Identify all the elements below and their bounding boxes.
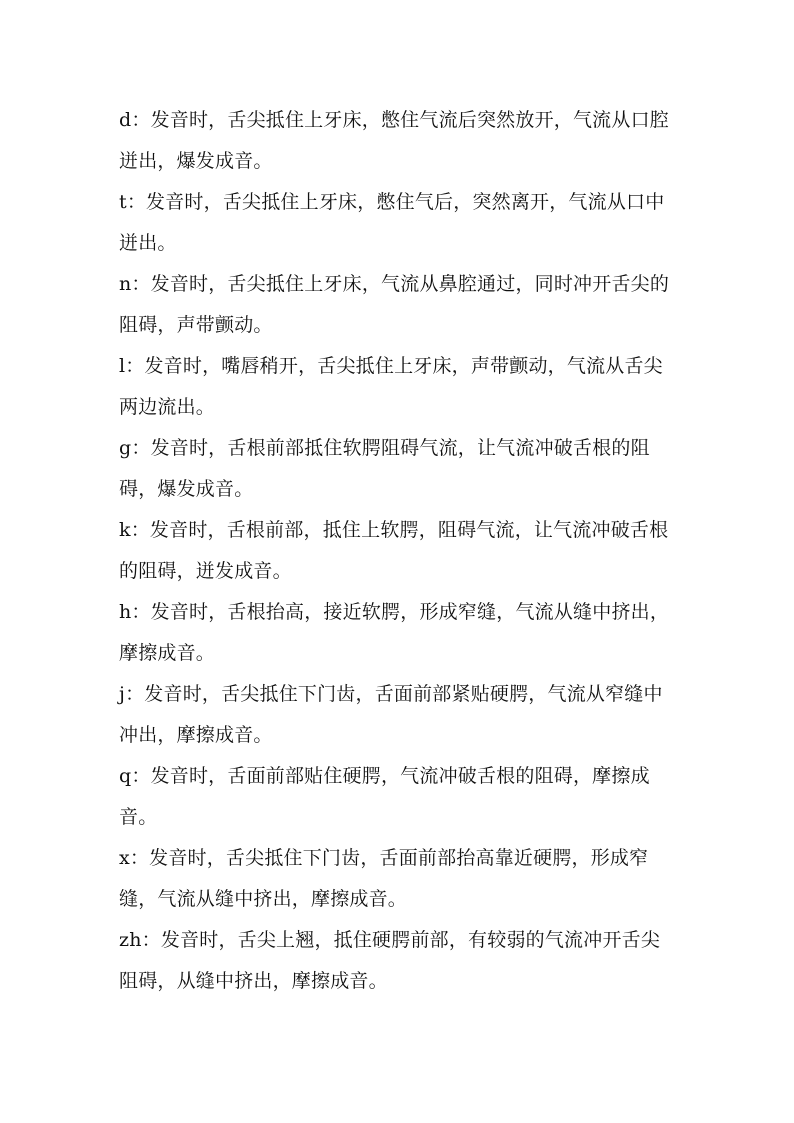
- paragraph-l: l：发音时，嘴唇稍开，舌尖抵住上牙床，声带颤动，气流从舌尖两边流出。: [119, 355, 663, 418]
- paragraph-n: n：发音时，舌尖抵住上牙床，气流从鼻腔通过，同时冲开舌尖的阻碍，声带颤动。: [119, 273, 670, 336]
- paragraph-x: x：发音时，舌尖抵住下门齿，舌面前部抬高靠近硬腭，形成窄缝，气流从缝中挤出，摩擦成音。: [119, 847, 649, 910]
- paragraph-t: t：发音时，舌尖抵住上牙床，憋住气后，突然离开，气流从口中迸出。: [119, 191, 665, 254]
- paragraph-d: d：发音时，舌尖抵住上牙床，憋住气流后突然放开，气流从口腔迸出，爆发成音。: [119, 109, 669, 172]
- paragraph-g: g：发音时，舌根前部抵住软腭阻碍气流，让气流冲破舌根的阻碍，爆发成音。: [119, 437, 650, 500]
- paragraph-q: q：发音时，舌面前部贴住硬腭，气流冲破舌根的阻碍，摩擦成音。: [119, 765, 650, 828]
- paragraph-k: k：发音时，舌根前部，抵住上软腭，阻碍气流，让气流冲破舌根的阻碍，迸发成音。: [119, 519, 669, 582]
- paragraph-h: h：发音时，舌根抬高，接近软腭，形成窄缝，气流从缝中挤出，摩擦成音。: [119, 601, 670, 664]
- paragraph-zh: zh：发音时，舌尖上翘，抵住硬腭前部，有较弱的气流冲开舌尖阻碍，从缝中挤出，摩擦成音。: [119, 929, 661, 992]
- paragraph-j: j：发音时，舌尖抵住下门齿，舌面前部紧贴硬腭，气流从窄缝中冲出，摩擦成音。: [119, 683, 663, 746]
- document-body: [119, 100, 679, 1002]
